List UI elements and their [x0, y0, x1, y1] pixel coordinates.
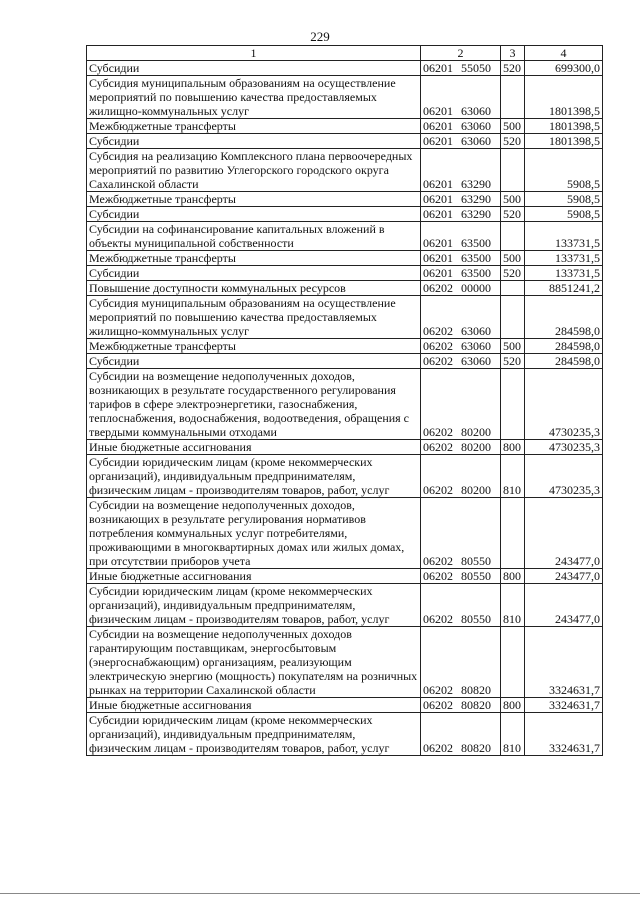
row-code-program: 06202	[423, 741, 453, 755]
row-code	[421, 369, 501, 440]
row-sum: 3324631,7	[525, 627, 603, 698]
row-expense-type: 500	[501, 339, 525, 354]
row-expense-type: 800	[501, 569, 525, 584]
row-expense-type: 810	[501, 713, 525, 756]
table-row	[87, 455, 603, 498]
table-row	[87, 296, 603, 339]
row-name: Межбюджетные трансферты	[87, 339, 421, 354]
row-expense-type: 500	[501, 251, 525, 266]
row-sum: 243477,0	[525, 498, 603, 569]
row-code	[421, 281, 501, 296]
row-code-program: 06202	[423, 554, 453, 568]
budget-table	[86, 45, 603, 756]
row-name: Межбюджетные трансферты	[87, 119, 421, 134]
row-code-program: 06202	[423, 483, 453, 497]
row-expense-type: 520	[501, 266, 525, 281]
row-code-direction: 63060	[461, 324, 491, 338]
row-code-direction: 55050	[461, 61, 491, 75]
table-row	[87, 569, 603, 584]
row-code-program: 06201	[423, 207, 453, 221]
row-name: Субсидии	[87, 207, 421, 222]
row-sum: 284598,0	[525, 296, 603, 339]
table-row	[87, 339, 603, 354]
table-row	[87, 119, 603, 134]
row-code-direction: 63500	[461, 266, 491, 280]
row-name: Субсидии юридическим лицам (кроме некоммерческих организаций), индивидуальным предпринимателям, физическим лицам - производителям товаров, работ, услуг	[87, 713, 421, 756]
row-code-program: 06201	[423, 134, 453, 148]
row-sum: 4730235,3	[525, 369, 603, 440]
row-name: Субсидии на софинансирование капитальных вложений в объекты муниципальной собственности	[87, 222, 421, 251]
row-sum: 5908,5	[525, 207, 603, 222]
row-code-program: 06202	[423, 339, 453, 353]
row-name: Субсидии юридическим лицам (кроме некоммерческих организаций), индивидуальным предпринимателям, физическим лицам - производителям товаров, работ, услуг	[87, 455, 421, 498]
row-code	[421, 627, 501, 698]
row-name: Субсидия муниципальным образованиям на осуществление мероприятий по повышению качества предоставляемых жилищно-коммунальных услуг	[87, 296, 421, 339]
row-expense-type	[501, 498, 525, 569]
row-code	[421, 569, 501, 584]
row-code-program: 06202	[423, 612, 453, 626]
row-code-direction: 63500	[461, 236, 491, 250]
row-expense-type	[501, 76, 525, 119]
row-code	[421, 207, 501, 222]
row-name: Субсидии на возмещение недополученных доходов гарантирующим поставщикам, энергосбытовым (энергоснабжающим) организациям, реализующим электрическую энергию (мощность) покупателям на розничных рынках на территории Сахалинской области	[87, 627, 421, 698]
table-row	[87, 134, 603, 149]
row-expense-type	[501, 627, 525, 698]
row-code-program: 06201	[423, 177, 453, 191]
row-code-direction: 80550	[461, 569, 491, 583]
row-expense-type: 810	[501, 584, 525, 627]
table-row	[87, 627, 603, 698]
header-row	[87, 46, 603, 61]
row-code-direction: 00000	[461, 281, 491, 295]
row-name: Субсидии на возмещение недополученных доходов, возникающих в результате регулирования нормативов потребления коммунальных услуг потребителями, проживающими в многоквартирных домах или жилых домах, при отсутствии приборов учета	[87, 498, 421, 569]
table-row	[87, 207, 603, 222]
row-sum: 1801398,5	[525, 119, 603, 134]
row-code	[421, 192, 501, 207]
row-code-program: 06202	[423, 569, 453, 583]
row-expense-type: 500	[501, 119, 525, 134]
table-row	[87, 281, 603, 296]
row-expense-type: 520	[501, 354, 525, 369]
row-code-direction: 80820	[461, 698, 491, 712]
row-expense-type	[501, 369, 525, 440]
table-row	[87, 251, 603, 266]
table-row	[87, 498, 603, 569]
row-expense-type	[501, 281, 525, 296]
row-code	[421, 713, 501, 756]
row-code	[421, 354, 501, 369]
row-name: Субсидии	[87, 134, 421, 149]
row-code	[421, 296, 501, 339]
row-code	[421, 61, 501, 76]
row-expense-type: 520	[501, 134, 525, 149]
row-code-direction: 80550	[461, 612, 491, 626]
row-name: Повышение доступности коммунальных ресурсов	[87, 281, 421, 296]
table-row	[87, 222, 603, 251]
row-code-program: 06201	[423, 104, 453, 118]
row-code	[421, 455, 501, 498]
row-name: Субсидии	[87, 61, 421, 76]
header-col-3: 3	[501, 46, 525, 61]
row-code-direction: 80820	[461, 683, 491, 697]
row-code-program: 06202	[423, 324, 453, 338]
header-col-4: 4	[525, 46, 603, 61]
row-sum: 699300,0	[525, 61, 603, 76]
table-row	[87, 584, 603, 627]
row-name: Иные бюджетные ассигнования	[87, 569, 421, 584]
row-code-program: 06202	[423, 425, 453, 439]
page-bottom-rule	[0, 893, 640, 894]
row-sum: 243477,0	[525, 584, 603, 627]
row-name: Иные бюджетные ассигнования	[87, 698, 421, 713]
row-code	[421, 149, 501, 192]
row-expense-type: 520	[501, 61, 525, 76]
row-expense-type: 500	[501, 192, 525, 207]
row-code-direction: 63290	[461, 192, 491, 206]
row-name: Межбюджетные трансферты	[87, 192, 421, 207]
row-code-direction: 80550	[461, 554, 491, 568]
row-expense-type	[501, 296, 525, 339]
table-row	[87, 440, 603, 455]
row-code-program: 06202	[423, 698, 453, 712]
table-row	[87, 61, 603, 76]
row-name: Межбюджетные трансферты	[87, 251, 421, 266]
row-code-direction: 80820	[461, 741, 491, 755]
row-sum: 8851241,2	[525, 281, 603, 296]
row-name: Иные бюджетные ассигнования	[87, 440, 421, 455]
table-row	[87, 354, 603, 369]
row-code	[421, 222, 501, 251]
row-sum: 243477,0	[525, 569, 603, 584]
row-code	[421, 134, 501, 149]
table-body	[87, 61, 603, 756]
row-expense-type	[501, 149, 525, 192]
row-sum: 133731,5	[525, 251, 603, 266]
row-code	[421, 440, 501, 455]
row-code-direction: 63060	[461, 134, 491, 148]
row-code-program: 06202	[423, 354, 453, 368]
table-row	[87, 149, 603, 192]
row-sum: 1801398,5	[525, 76, 603, 119]
row-name: Субсидия муниципальным образованиям на осуществление мероприятий по повышению качества предоставляемых жилищно-коммунальных услуг	[87, 76, 421, 119]
row-code-direction: 63060	[461, 339, 491, 353]
row-sum: 5908,5	[525, 192, 603, 207]
row-sum: 3324631,7	[525, 698, 603, 713]
page-number: 229	[310, 29, 330, 44]
row-expense-type: 800	[501, 440, 525, 455]
row-code	[421, 251, 501, 266]
row-name: Субсидии на возмещение недополученных доходов, возникающих в результате государственного регулирования тарифов в сфере электроэнергетики, газоснабжения, теплоснабжения, водоснабжения, водоотведения, обращения с твердыми коммунальными отходами	[87, 369, 421, 440]
row-code-direction: 80200	[461, 440, 491, 454]
row-name: Субсидии юридическим лицам (кроме некоммерческих организаций), индивидуальным предпринимателям, физическим лицам - производителям товаров, работ, услуг	[87, 584, 421, 627]
row-expense-type: 520	[501, 207, 525, 222]
row-code	[421, 76, 501, 119]
row-sum: 284598,0	[525, 354, 603, 369]
row-code-program: 06202	[423, 281, 453, 295]
row-sum: 133731,5	[525, 266, 603, 281]
row-name: Субсидия на реализацию Комплексного плана первоочередных мероприятий по развитию Углегорского городского округа Сахалинской области	[87, 149, 421, 192]
row-name: Субсидии	[87, 354, 421, 369]
row-sum: 1801398,5	[525, 134, 603, 149]
row-sum: 4730235,3	[525, 440, 603, 455]
row-code-program: 06201	[423, 192, 453, 206]
row-code-program: 06201	[423, 119, 453, 133]
table-row	[87, 713, 603, 756]
header-col-1: 1	[87, 46, 421, 61]
row-code	[421, 584, 501, 627]
table-row	[87, 76, 603, 119]
row-code-direction: 63500	[461, 251, 491, 265]
row-code	[421, 266, 501, 281]
row-code-direction: 63060	[461, 104, 491, 118]
row-code	[421, 119, 501, 134]
row-expense-type	[501, 222, 525, 251]
row-code-direction: 80200	[461, 483, 491, 497]
row-sum: 3324631,7	[525, 713, 603, 756]
row-code-program: 06201	[423, 251, 453, 265]
row-sum: 5908,5	[525, 149, 603, 192]
row-sum: 133731,5	[525, 222, 603, 251]
row-name: Субсидии	[87, 266, 421, 281]
row-sum: 4730235,3	[525, 455, 603, 498]
row-code	[421, 498, 501, 569]
row-code-program: 06201	[423, 266, 453, 280]
row-code-direction: 63290	[461, 177, 491, 191]
row-code-program: 06201	[423, 61, 453, 75]
row-code	[421, 698, 501, 713]
row-expense-type: 810	[501, 455, 525, 498]
table-row	[87, 698, 603, 713]
row-code-direction: 63290	[461, 207, 491, 221]
table-row	[87, 192, 603, 207]
row-code-direction: 80200	[461, 425, 491, 439]
row-code-direction: 63060	[461, 119, 491, 133]
row-code-direction: 63060	[461, 354, 491, 368]
row-code-program: 06202	[423, 440, 453, 454]
row-code	[421, 339, 501, 354]
row-expense-type: 800	[501, 698, 525, 713]
header-col-2: 2	[421, 46, 501, 61]
row-code-program: 06201	[423, 236, 453, 250]
row-code-program: 06202	[423, 683, 453, 697]
table-row	[87, 369, 603, 440]
table-row	[87, 266, 603, 281]
row-sum: 284598,0	[525, 339, 603, 354]
